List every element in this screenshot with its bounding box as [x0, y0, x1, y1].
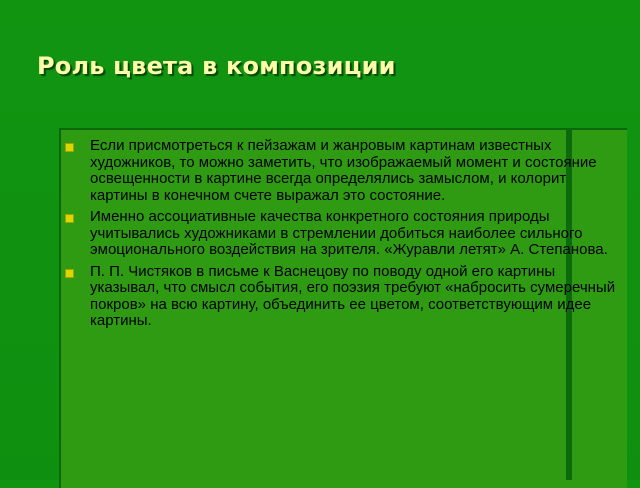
bullet-text: Именно ассоциативные качества конкретного состояния природы учитывались художниками в стремлении добиться наиболее сильного эмоционального воздействия на зрителя. «Журавли летят» А. Степанова. — [90, 208, 608, 258]
square-bullet-icon — [65, 214, 74, 223]
bullet-item — [63, 138, 618, 204]
bullet-text: Если присмотреться к пейзажам и жанровым картинам известных художников, то можно заметить, что изображаемый момент и состояние освещенности в картине всегда определялись замыслом, и колорит картины в конечном счете выражал это состояние. — [90, 137, 597, 204]
slide-title: Роль цвета в композиции — [37, 52, 396, 80]
bullet-item — [63, 209, 618, 259]
bullet-text: П. П. Чистяков в письме к Васнецову по поводу одной его картины указывал, что смысл события, его поэзия требуют «набросить сумеречный покров» на всю картину, объединить ее цветом, соответствующим идее картины. — [90, 262, 616, 329]
square-bullet-icon — [65, 143, 74, 152]
square-bullet-icon — [65, 269, 74, 278]
bullet-list — [63, 138, 618, 335]
bullet-item — [63, 264, 618, 330]
